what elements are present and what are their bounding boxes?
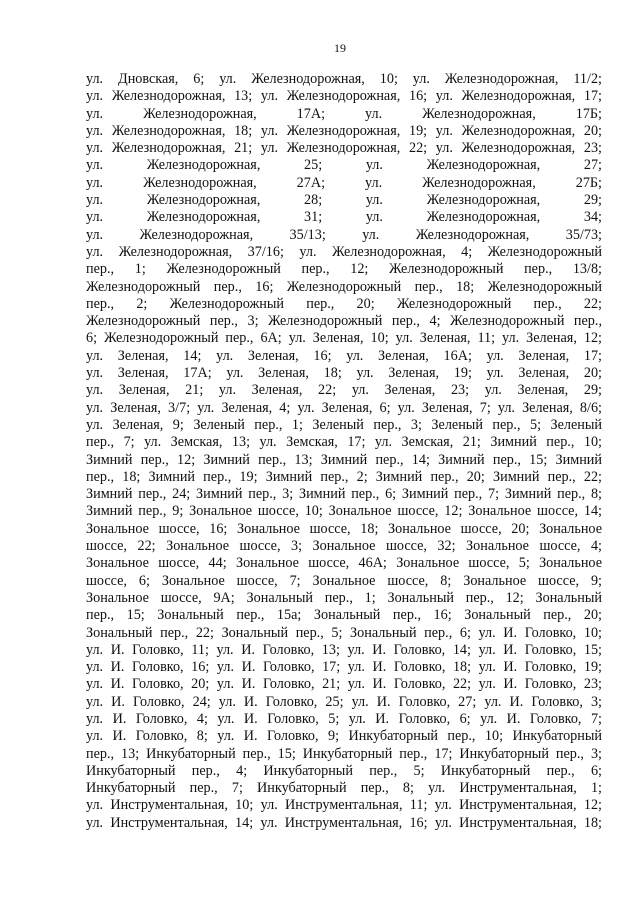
text-line: ул. И. Головко, 20; ул. И. Головко, 21; ул. И. Головко, 22; ул. И. Головко, 23; (86, 676, 602, 693)
text-line: шоссе, 6; Зональное шоссе, 7; Зональное шоссе, 8; Зональное шоссе, 9; (86, 572, 602, 589)
text-line: Инкубаторный пер., 4; Инкубаторный пер., 5; Инкубаторный пер., 6; (86, 762, 602, 779)
text-line: Железнодорожный пер., 3; Железнодорожный пер., 4; Железнодорожный пер., (86, 313, 602, 330)
text-line: Железнодорожный пер., 16; Железнодорожный пер., 18; Железнодорожный (86, 278, 602, 295)
text-line: ул. Железнодорожная, 28; ул. Железнодорожная, 29; (86, 192, 602, 209)
text-line: ул. Дновская, 6; ул. Железнодорожная, 10; ул. Железнодорожная, 11/2; (86, 71, 602, 87)
text-line: пер., 13; Инкубаторный пер., 15; Инкубаторный пер., 17; Инкубаторный пер., 3; (86, 745, 602, 762)
page-number: 19 (334, 41, 346, 55)
text-line: ул. И. Головко, 11; ул. И. Головко, 13; ул. И. Головко, 14; ул. И. Головко, 15; (86, 641, 602, 658)
text-line: ул. Железнодорожная, 37/16; ул. Железнодорожная, 4; Железнодорожный (86, 243, 602, 260)
text-line: ул. Железнодорожная, 27А; ул. Железнодорожная, 27Б; (86, 174, 602, 191)
text-line: пер., 15; Зональный пер., 15а; Зональный пер., 16; Зональный пер., 20; (86, 607, 602, 624)
text-line: ул. И. Головко, 16; ул. И. Головко, 17; ул. И. Головко, 18; ул. И. Головко, 19; (86, 659, 602, 676)
text-line: пер., 18; Зимний пер., 19; Зимний пер., 2; Зимний пер., 20; Зимний пер., 22; (86, 468, 602, 485)
text-line: ул. Зеленая, 3/7; ул. Зеленая, 4; ул. Зеленая, 6; ул. Зеленая, 7; ул. Зеленая, 8/6; (86, 399, 602, 416)
text-line: Зимний пер., 12; Зимний пер., 13; Зимний пер., 14; Зимний пер., 15; Зимний (86, 451, 602, 468)
text-line: ул. Инструментальная, 14; ул. Инструментальная, 16; ул. Инструментальная, 18; (86, 814, 602, 831)
text-line: ул. Железнодорожная, 35/13; ул. Железнодорожная, 35/73; (86, 226, 602, 243)
text-line: ул. И. Головко, 24; ул. И. Головко, 25; ул. И. Головко, 27; ул. И. Головко, 3; (86, 693, 602, 710)
text-line: шоссе, 22; Зональное шоссе, 3; Зональное шоссе, 32; Зональное шоссе, 4; (86, 538, 602, 555)
text-line: Зональное шоссе, 44; Зональное шоссе, 46А; Зональное шоссе, 5; Зональное (86, 555, 602, 572)
text-line: ул. И. Головко, 4; ул. И. Головко, 5; ул. И. Головко, 6; ул. И. Головко, 7; (86, 710, 602, 727)
text-line: ул. Железнодорожная, 21; ул. Железнодорожная, 22; ул. Железнодорожная, 23; (86, 140, 602, 157)
text-line: ул. Железнодорожная, 17А; ул. Железнодорожная, 17Б; (86, 105, 602, 122)
text-line: ул. Железнодорожная, 31; ул. Железнодорожная, 34; (86, 209, 602, 226)
text-line: ул. Железнодорожная, 13; ул. Железнодорожная, 16; ул. Железнодорожная, 17; (86, 88, 602, 105)
text-line: пер., 7; ул. Земская, 13; ул. Земская, 17; ул. Земская, 21; Зимний пер., 10; (86, 434, 602, 451)
text-line: пер., 2; Железнодорожный пер., 20; Железнодорожный пер., 22; (86, 295, 602, 312)
text-line: ул. Зеленая, 14; ул. Зеленая, 16; ул. Зеленая, 16А; ул. Зеленая, 17; (86, 347, 602, 364)
text-line: ул. Зеленая, 21; ул. Зеленая, 22; ул. Зеленая, 23; ул. Зеленая, 29; (86, 382, 602, 399)
text-line: ул. И. Головко, 8; ул. И. Головко, 9; Инкубаторный пер., 10; Инкубаторный (86, 728, 602, 745)
text-line: ул. Железнодорожная, 25; ул. Железнодорожная, 27; (86, 157, 602, 174)
text-line: пер., 1; Железнодорожный пер., 12; Железнодорожный пер., 13/8; (86, 261, 602, 278)
text-line: Зональный пер., 22; Зональный пер., 5; Зональный пер., 6; ул. И. Головко, 10; (86, 624, 602, 641)
text-line: ул. Инструментальная, 10; ул. Инструментальная, 11; ул. Инструментальная, 12; (86, 797, 602, 814)
text-line: Зональное шоссе, 16; Зональное шоссе, 18; Зональное шоссе, 20; Зональное (86, 520, 602, 537)
text-line: 6; Железнодорожный пер., 6А; ул. Зеленая, 10; ул. Зеленая, 11; ул. Зеленая, 12; (86, 330, 602, 347)
address-list-body (86, 71, 602, 832)
text-line: Зимний пер., 9; Зональное шоссе, 10; Зональное шоссе, 12; Зональное шоссе, 14; (86, 503, 602, 520)
text-line: Зимний пер., 24; Зимний пер., 3; Зимний пер., 6; Зимний пер., 7; Зимний пер., 8; (86, 486, 602, 503)
text-line: ул. Зеленая, 9; Зеленый пер., 1; Зеленый пер., 3; Зеленый пер., 5; Зеленый (86, 416, 602, 433)
text-line: ул. Зеленая, 17А; ул. Зеленая, 18; ул. Зеленая, 19; ул. Зеленая, 20; (86, 365, 602, 382)
text-line: ул. Железнодорожная, 18; ул. Железнодорожная, 19; ул. Железнодорожная, 20; (86, 122, 602, 139)
text-line: Инкубаторный пер., 7; Инкубаторный пер., 8; ул. Инструментальная, 1; (86, 780, 602, 797)
text-line: Зональное шоссе, 9А; Зональный пер., 1; Зональный пер., 12; Зональный (86, 589, 602, 606)
